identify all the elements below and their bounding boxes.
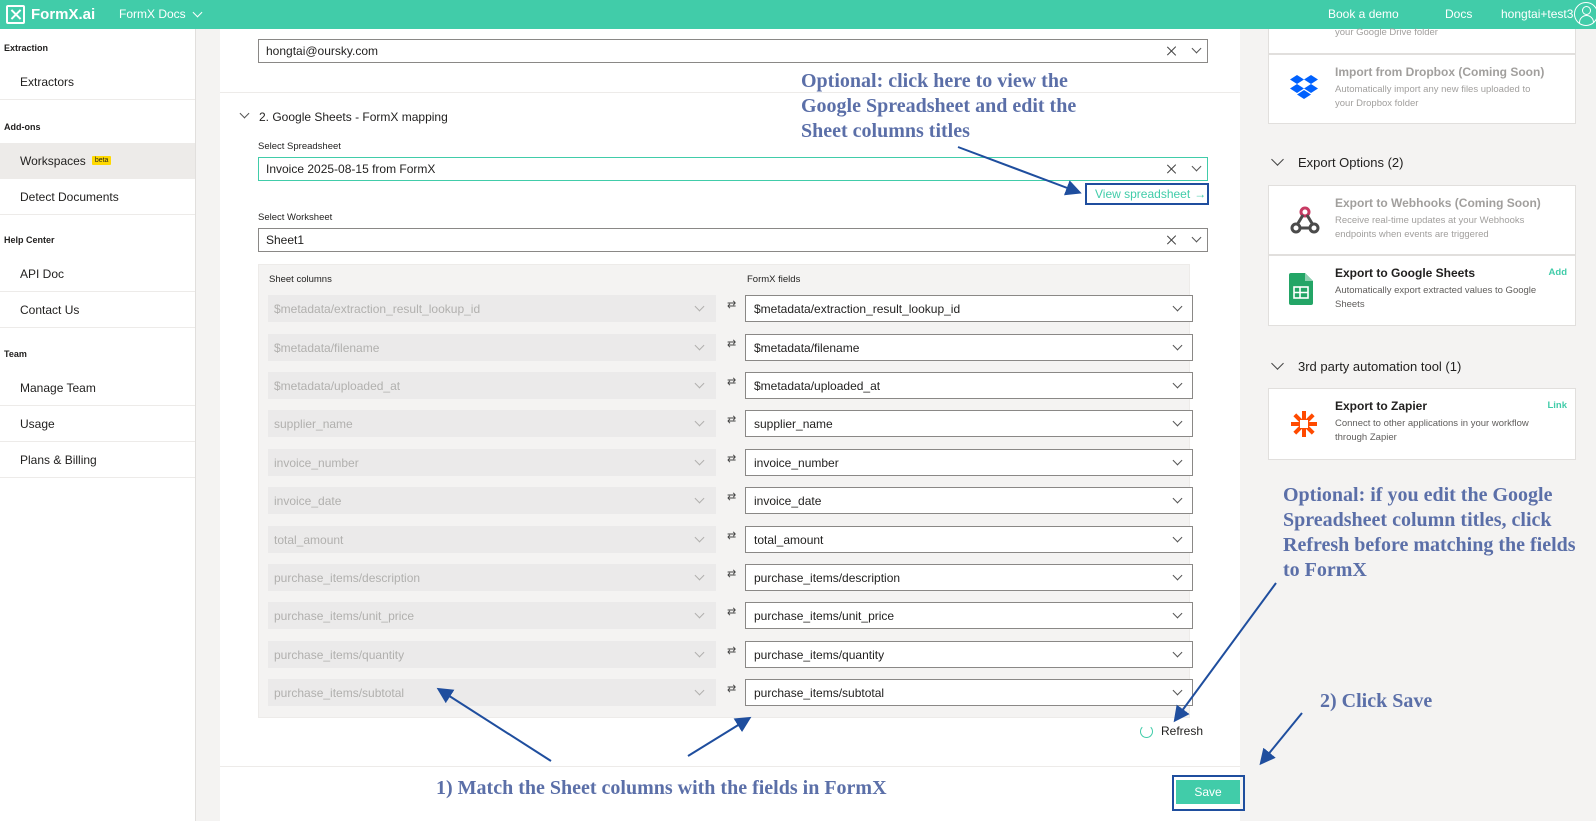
arrow-to-save xyxy=(1262,713,1302,762)
formx-field-value: purchase_items/unit_price xyxy=(754,608,895,623)
sheet-column-value: $metadata/filename xyxy=(274,340,380,355)
sheet-column-select[interactable] xyxy=(268,334,716,361)
save-button[interactable]: Save xyxy=(1176,780,1240,804)
docs-dropdown[interactable] xyxy=(119,7,201,21)
swap-icon: ⇄ xyxy=(727,530,737,542)
docs-link[interactable]: Docs xyxy=(1445,7,1473,21)
formx-logo[interactable] xyxy=(6,4,95,25)
import-drive-card[interactable] xyxy=(1268,29,1576,54)
sidebar-section-extraction: Extraction xyxy=(4,43,49,53)
webhooks-card-description: Receive real-time updates at your Webhooks endpoints when events are triggered xyxy=(1335,215,1525,240)
automation-group-title: 3rd party automation tool (1) xyxy=(1298,359,1462,374)
chevron-down-icon[interactable] xyxy=(1173,533,1183,543)
zapier-card-description: Connect to other applications in your workflow through Zapier xyxy=(1335,418,1529,443)
add-sheets-button[interactable]: Add xyxy=(1548,267,1567,278)
formx-field-value: purchase_items/subtotal xyxy=(754,685,885,700)
sidebar-item-label: Contact Us xyxy=(20,302,80,317)
annotation-match-columns: 1) Match the Sheet columns with the fields in FormX xyxy=(436,777,887,799)
docs-dropdown-label: FormX Docs xyxy=(119,7,186,21)
sheet-column-select[interactable] xyxy=(268,372,716,399)
chevron-down-icon xyxy=(695,609,705,619)
chevron-down-icon xyxy=(1271,357,1284,370)
annotation-refresh: Optional: if you edit the Google Spreadsheet column titles, click Refresh before matching the fields to FormX xyxy=(1283,484,1576,581)
formx-field-value: $metadata/uploaded_at xyxy=(754,378,881,393)
chevron-down-icon[interactable] xyxy=(1173,494,1183,504)
chevron-down-icon[interactable] xyxy=(1173,341,1183,351)
sidebar-item-workspaces[interactable] xyxy=(0,143,195,179)
chevron-down-icon[interactable] xyxy=(1173,686,1183,696)
formx-field-select[interactable] xyxy=(745,526,1193,553)
sheet-column-value: supplier_name xyxy=(274,416,353,431)
formx-field-value: purchase_items/quantity xyxy=(754,647,885,662)
mapping-section-title: 2. Google Sheets - FormX mapping xyxy=(259,110,448,124)
webhooks-card[interactable] xyxy=(1268,185,1576,255)
sheet-column-select[interactable] xyxy=(268,295,716,322)
chevron-down-icon[interactable] xyxy=(1173,302,1183,312)
chevron-down-icon xyxy=(695,494,705,504)
sidebar-section-add-ons: Add-ons xyxy=(4,122,41,132)
chevron-down-icon xyxy=(695,456,705,466)
sidebar-item-label: Plans & Billing xyxy=(20,452,97,467)
sheet-column-select[interactable] xyxy=(268,410,716,437)
chevron-down-icon xyxy=(695,417,705,427)
formx-field-value: $metadata/extraction_result_lookup_id xyxy=(754,301,961,316)
google-sheets-icon xyxy=(1289,273,1313,305)
swap-icon: ⇄ xyxy=(727,606,737,618)
swap-icon: ⇄ xyxy=(727,683,737,695)
chevron-down-icon xyxy=(695,686,705,696)
worksheet-select[interactable] xyxy=(258,228,1208,252)
formx-fields-header: FormX fields xyxy=(747,274,801,285)
link-zapier-button[interactable]: Link xyxy=(1547,400,1567,411)
sheet-column-select[interactable] xyxy=(268,679,716,706)
export-options-title: Export Options (2) xyxy=(1298,155,1404,170)
chevron-down-icon[interactable] xyxy=(1173,456,1183,466)
refresh-button[interactable] xyxy=(1140,724,1203,738)
formx-field-select[interactable] xyxy=(745,564,1193,591)
chevron-down-icon[interactable] xyxy=(1173,609,1183,619)
formx-field-select[interactable] xyxy=(745,487,1193,514)
sidebar-section-help-center: Help Center xyxy=(4,235,55,245)
sidebar-item-api-doc[interactable] xyxy=(0,256,195,292)
top-bar xyxy=(0,0,1596,29)
swap-icon: ⇄ xyxy=(727,491,737,503)
swap-icon: ⇄ xyxy=(727,338,737,350)
sheet-column-value: $metadata/uploaded_at xyxy=(274,378,401,393)
formx-field-select[interactable] xyxy=(745,602,1193,629)
swap-icon: ⇄ xyxy=(727,414,737,426)
sidebar-item-label: Usage xyxy=(20,416,55,431)
zapier-card-title: Export to Zapier xyxy=(1335,399,1428,413)
chevron-down-icon xyxy=(695,533,705,543)
sidebar-item-label: Manage Team xyxy=(20,380,96,395)
automation-group[interactable] xyxy=(1270,359,1461,374)
sidebar-item-usage[interactable] xyxy=(0,406,195,442)
chevron-down-icon xyxy=(695,379,705,389)
formx-field-select[interactable] xyxy=(745,410,1193,437)
chevron-down-icon[interactable] xyxy=(1173,648,1183,658)
drive-card-description: your Google Drive folder xyxy=(1335,27,1438,38)
formx-field-value: purchase_items/description xyxy=(754,570,901,585)
sheets-card-description: Automatically export extracted values to Google Sheets xyxy=(1335,285,1537,310)
sheet-column-select[interactable] xyxy=(268,602,716,629)
sheet-column-select[interactable] xyxy=(268,564,716,591)
swap-icon: ⇄ xyxy=(727,453,737,465)
webhooks-card-title: Export to Webhooks (Coming Soon) xyxy=(1335,196,1541,210)
sheets-card-title: Export to Google Sheets xyxy=(1335,266,1476,280)
zapier-card[interactable] xyxy=(1268,388,1576,460)
book-demo-link[interactable]: Book a demo xyxy=(1328,7,1399,21)
sidebar-item-label: Detect Documents xyxy=(20,189,119,204)
refresh-label: Refresh xyxy=(1161,724,1204,738)
user-icon[interactable] xyxy=(1574,2,1596,26)
chevron-down-icon xyxy=(695,571,705,581)
annotation-view-spreadsheet: Optional: click here to view the Google Spreadsheet and edit the Sheet columns titles xyxy=(801,70,1077,142)
clear-icon[interactable] xyxy=(1167,46,1177,56)
google-sheets-card[interactable] xyxy=(1268,255,1576,326)
dropbox-icon xyxy=(1289,71,1319,101)
export-options-group[interactable] xyxy=(1270,155,1404,170)
formx-field-select[interactable] xyxy=(745,679,1193,706)
sheet-column-value: purchase_items/subtotal xyxy=(274,685,405,700)
clear-icon[interactable] xyxy=(1167,235,1177,245)
formx-field-value: $metadata/filename xyxy=(754,340,860,355)
sidebar-item-label: Extractors xyxy=(20,74,75,89)
chevron-down-icon[interactable] xyxy=(1192,233,1202,243)
sheet-column-value: purchase_items/quantity xyxy=(274,647,405,662)
formx-logo-icon xyxy=(6,5,25,24)
formx-field-value: total_amount xyxy=(754,532,824,547)
sheet-column-select[interactable] xyxy=(268,449,716,476)
google-account-field[interactable] xyxy=(258,39,1208,63)
sheet-column-select[interactable] xyxy=(268,487,716,514)
sidebar-item-plans-billing[interactable] xyxy=(0,442,195,478)
sheet-column-value: invoice_date xyxy=(274,493,342,508)
view-spreadsheet-label: View spreadsheet xyxy=(1095,187,1191,201)
formx-field-value: invoice_number xyxy=(754,455,839,470)
chevron-down-icon xyxy=(192,7,202,17)
webhook-icon xyxy=(1289,204,1321,236)
swap-icon: ⇄ xyxy=(727,299,737,311)
swap-icon: ⇄ xyxy=(727,568,737,580)
sheet-column-value: purchase_items/description xyxy=(274,570,421,585)
chevron-down-icon xyxy=(695,648,705,658)
chevron-down-icon xyxy=(695,341,705,351)
chevron-down-icon[interactable] xyxy=(1173,417,1183,427)
google-account-value: hongtai@oursky.com xyxy=(266,44,379,58)
sidebar-item-extractors[interactable] xyxy=(0,64,195,100)
chevron-down-icon[interactable] xyxy=(1173,571,1183,581)
chevron-down-icon xyxy=(695,302,705,312)
refresh-icon xyxy=(1140,725,1153,738)
dropbox-card-description: Automatically import any new files uploaded to your Dropbox folder xyxy=(1335,84,1531,109)
formx-field-select[interactable] xyxy=(745,295,1193,322)
import-dropbox-card[interactable] xyxy=(1268,54,1576,124)
formx-field-select[interactable] xyxy=(745,641,1193,668)
sidebar-item-contact-us[interactable] xyxy=(0,292,195,328)
formx-field-select[interactable] xyxy=(745,334,1193,361)
sheet-column-select[interactable] xyxy=(268,526,716,553)
beta-badge: beta xyxy=(92,156,112,165)
spreadsheet-select[interactable] xyxy=(258,157,1208,181)
annotation-save: 2) Click Save xyxy=(1320,690,1433,712)
sidebar xyxy=(0,29,196,821)
sidebar-item-detect-documents[interactable] xyxy=(0,179,195,215)
clear-icon[interactable] xyxy=(1167,164,1177,174)
swap-icon: ⇄ xyxy=(727,645,737,657)
arrow-right-icon: → xyxy=(1194,187,1207,201)
spreadsheet-label: Select Spreadsheet xyxy=(258,141,341,152)
sidebar-item-manage-team[interactable] xyxy=(0,370,195,406)
chevron-down-icon[interactable] xyxy=(1192,44,1202,54)
formx-field-value: invoice_date xyxy=(754,493,822,508)
logo-text: FormX.ai xyxy=(31,6,96,23)
dropbox-card-title: Import from Dropbox (Coming Soon) xyxy=(1335,65,1545,79)
sheet-column-value: $metadata/extraction_result_lookup_id xyxy=(274,301,481,316)
sheet-column-value: invoice_number xyxy=(274,455,359,470)
sheet-column-value: purchase_items/unit_price xyxy=(274,608,415,623)
sheet-columns-header: Sheet columns xyxy=(269,274,332,285)
worksheet-value: Sheet1 xyxy=(266,233,305,247)
sheet-column-value: total_amount xyxy=(274,532,344,547)
chevron-down-icon xyxy=(1271,153,1284,166)
swap-icon: ⇄ xyxy=(727,376,737,388)
sidebar-item-label: Workspaces xyxy=(20,153,86,168)
zapier-icon xyxy=(1289,409,1319,439)
worksheet-label: Select Worksheet xyxy=(258,212,333,223)
formx-field-value: supplier_name xyxy=(754,416,833,431)
formx-field-select[interactable] xyxy=(745,372,1193,399)
chevron-down-icon[interactable] xyxy=(1192,162,1202,172)
sidebar-item-label: API Doc xyxy=(20,266,65,281)
view-spreadsheet-link[interactable] xyxy=(1085,183,1209,205)
user-name[interactable]: hongtai+test3 xyxy=(1501,7,1574,21)
formx-field-select[interactable] xyxy=(745,449,1193,476)
sheet-column-select[interactable] xyxy=(268,641,716,668)
chevron-down-icon[interactable] xyxy=(1173,379,1183,389)
spreadsheet-value: Invoice 2025-08-15 from FormX xyxy=(266,162,436,176)
sidebar-section-team: Team xyxy=(4,349,27,359)
